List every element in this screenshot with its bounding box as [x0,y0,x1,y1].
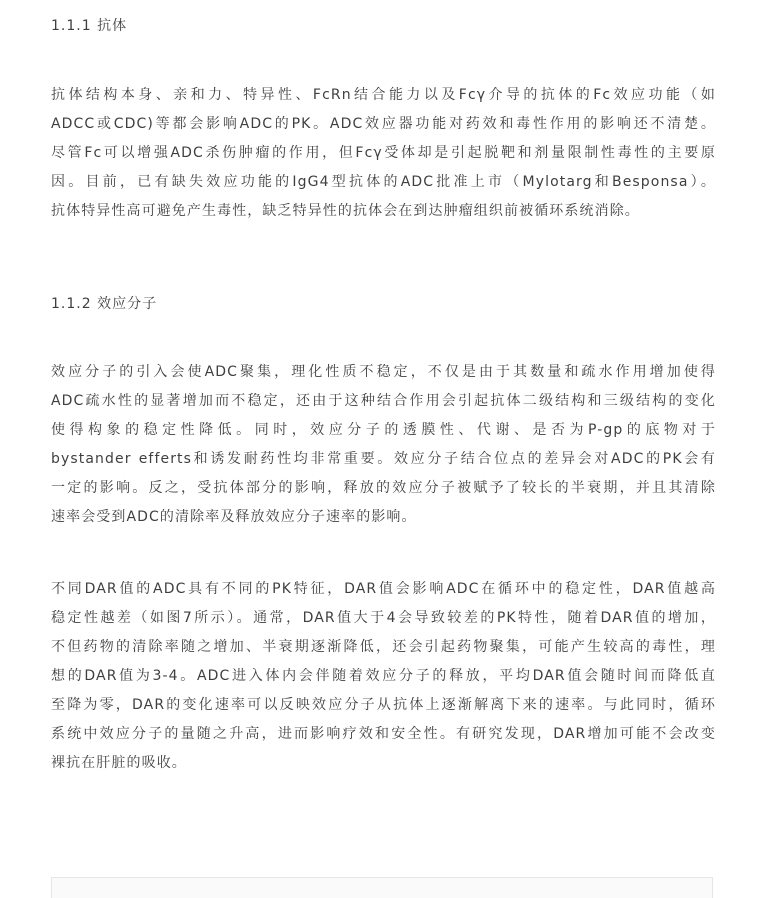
text-line: 想的DAR值为3-4。ADC进入体内会伴随着效应分子的释放，平均DAR值会随时间而降低直 [51,668,716,684]
paragraph-antibody [51,81,716,226]
text-line: 至降为零，DAR的变化速率可以反映效应分子从抗体上逐渐解离下来的速率。与此同时，循环 [51,697,716,713]
text-line: 效应分子的引入会使ADC聚集，理化性质不稳定，不仅是由于其数量和疏水作用增加使得 [51,364,716,380]
figure-frame-top-edge [51,877,713,898]
text-line: bystander efferts和诱发耐药性均非常重要。效应分子结合位点的差异会对ADC的PK会有 [51,451,716,467]
section-heading-antibody: 1.1.1 抗体 [51,18,128,34]
text-line: ADC疏水性的显著增加而不稳定，还由于这种结合作用会引起抗体二级结构和三级结构的变化 [51,393,716,409]
text-line: 尽管Fc可以增强ADC杀伤肿瘤的作用，但Fcγ受体却是引起脱靶和剂量限制性毒性的主要原 [51,145,716,161]
text-line: 不但药物的清除率随之增加、半衰期逐渐降低，还会引起药物聚集，可能产生较高的毒性，理 [51,639,716,655]
text-line: 裸抗在肝脏的吸收。 [51,755,187,771]
text-line: 系统中效应分子的量随之升高，进而影响疗效和安全性。有研究发现，DAR增加可能不会改变 [51,726,716,742]
text-line: 一定的影响。反之，受抗体部分的影响，释放的效应分子被赋予了较长的半衰期，并且其清除 [51,480,716,496]
text-line: ADCC或CDC)等都会影响ADC的PK。ADC效应器功能对药效和毒性作用的影响还不清楚。 [51,116,716,132]
section-heading-effector: 1.1.2 效应分子 [51,296,158,312]
paragraph-effector [51,358,716,532]
paragraph-dar [51,575,716,778]
text-line: 使得构象的稳定性降低。同时，效应分子的透膜性、代谢、是否为P-gp的底物对于 [51,422,716,438]
text-line: 速率会受到ADC的清除率及释放效应分子速率的影响。 [51,509,417,525]
text-line: 抗体结构本身、亲和力、特异性、FcRn结合能力以及Fcγ介导的抗体的Fc效应功能（如 [51,87,716,103]
text-line: 稳定性越差（如图7所示）。通常，DAR值大于4会导致较差的PK特性，随着DAR值的增加， [51,610,716,626]
text-line: 因。目前，已有缺失效应功能的IgG4型抗体的ADC批准上市（Mylotarg和Besponsa）。 [51,174,716,190]
text-line: 不同DAR值的ADC具有不同的PK特征，DAR值会影响ADC在循环中的稳定性，DAR值越高 [51,581,716,597]
text-line: 抗体特异性高可避免产生毒性，缺乏特异性的抗体会在到达肿瘤组织前被循环系统消除。 [51,203,640,219]
